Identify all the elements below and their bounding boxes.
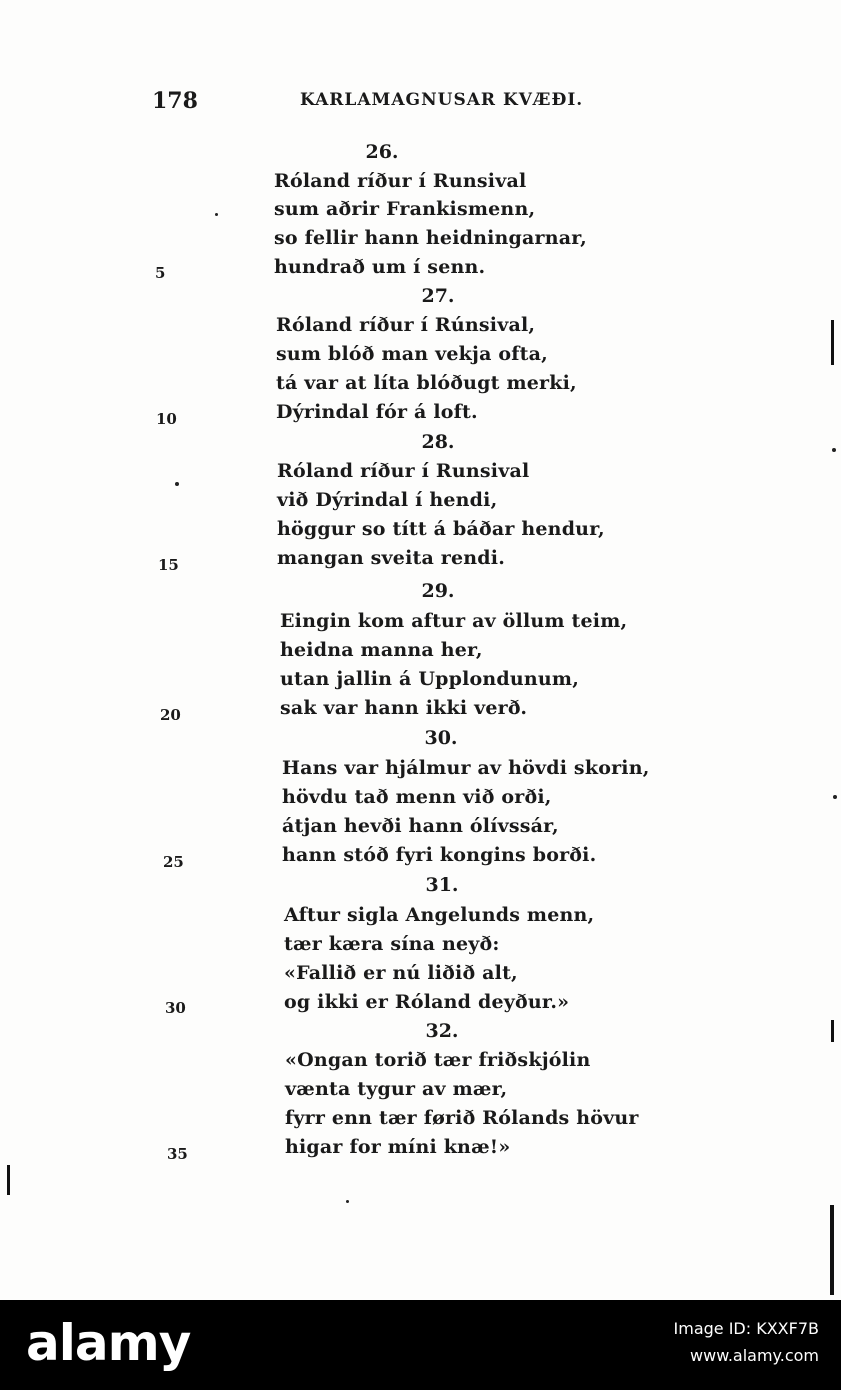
verse-line: Eingin kom aftur av öllum teim, (280, 610, 628, 632)
stanza-number: 30. (424, 727, 458, 749)
verse-line: Dýrindal fór á loft. (276, 401, 478, 423)
verse-line: fyrr enn tær førið Rólands hövur (285, 1107, 639, 1129)
verse-line: vænta tygur av mær, (285, 1078, 508, 1100)
verse-line: heidna manna her, (280, 639, 483, 661)
verse-line: «Fallið er nú liðið alt, (284, 962, 518, 984)
verse-line: Róland ríður í Runsival (274, 170, 527, 192)
scan-speck (833, 795, 837, 799)
stanza-number: 32. (425, 1020, 459, 1042)
verse-line: og ikki er Róland deyður.» (284, 991, 570, 1013)
scan-speck (215, 213, 218, 216)
verse-line: Aftur sigla Angelunds menn, (284, 904, 595, 926)
verse-line: tær kæra sína neyð: (284, 933, 500, 955)
verse-line: Hans var hjálmur av hövdi skorin, (282, 757, 650, 779)
verse-line: «Ongan torið tær friðskjólin (285, 1049, 591, 1071)
scan-edge-mark (7, 1165, 10, 1195)
verse-line: tá var at líta blóðugt merki, (276, 372, 577, 394)
verse-line: sak var hann ikki verð. (280, 697, 528, 719)
watermark-footer (0, 1300, 841, 1390)
scan-speck (832, 448, 836, 452)
alamy-logo: alamy (26, 1314, 191, 1372)
line-number: 30 (165, 999, 186, 1017)
stanza-number: 26. (365, 141, 399, 163)
scan-edge-mark (831, 1020, 834, 1042)
scan-speck (346, 1200, 349, 1203)
line-number: 20 (160, 706, 181, 724)
scan-edge-mark (830, 1205, 834, 1295)
verse-line: sum blóð man vekja ofta, (276, 343, 548, 365)
stanza-number: 31. (425, 874, 459, 896)
line-number: 35 (167, 1145, 188, 1163)
scan-speck (175, 482, 179, 486)
line-number: 15 (158, 556, 179, 574)
verse-line: hann stóð fyri kongins borði. (282, 844, 597, 866)
verse-line: Róland ríður í Runsival (277, 460, 530, 482)
line-number: 25 (163, 853, 184, 871)
verse-line: utan jallin á Upplondunum, (280, 668, 580, 690)
stanza-number: 28. (421, 431, 455, 453)
stanza-number: 27. (421, 285, 455, 307)
verse-line: höggur so títt á báðar hendur, (277, 518, 605, 540)
verse-line: við Dýrindal í hendi, (277, 489, 498, 511)
verse-line: hövdu tað menn við orði, (282, 786, 552, 808)
verse-line: átjan hevði hann ólívssár, (282, 815, 559, 837)
line-number: 5 (155, 264, 166, 282)
image-id: Image ID: KXXF7B (673, 1319, 819, 1338)
page-number: 178 (152, 88, 198, 114)
verse-line: Róland ríður í Rúnsival, (276, 314, 536, 336)
verse-line: so fellir hann heidningarnar, (274, 227, 587, 249)
line-number: 10 (156, 410, 177, 428)
verse-line: sum aðrir Frankismenn, (274, 198, 536, 220)
verse-line: higar for míni knæ!» (285, 1136, 511, 1158)
site-url: www.alamy.com (690, 1346, 819, 1365)
stanza-number: 29. (421, 580, 455, 602)
scan-edge-mark (831, 320, 834, 365)
verse-line: hundrað um í senn. (274, 256, 486, 278)
running-title: KARLAMAGNUSAR KVÆÐI. (300, 90, 584, 110)
verse-line: mangan sveita rendi. (277, 547, 506, 569)
